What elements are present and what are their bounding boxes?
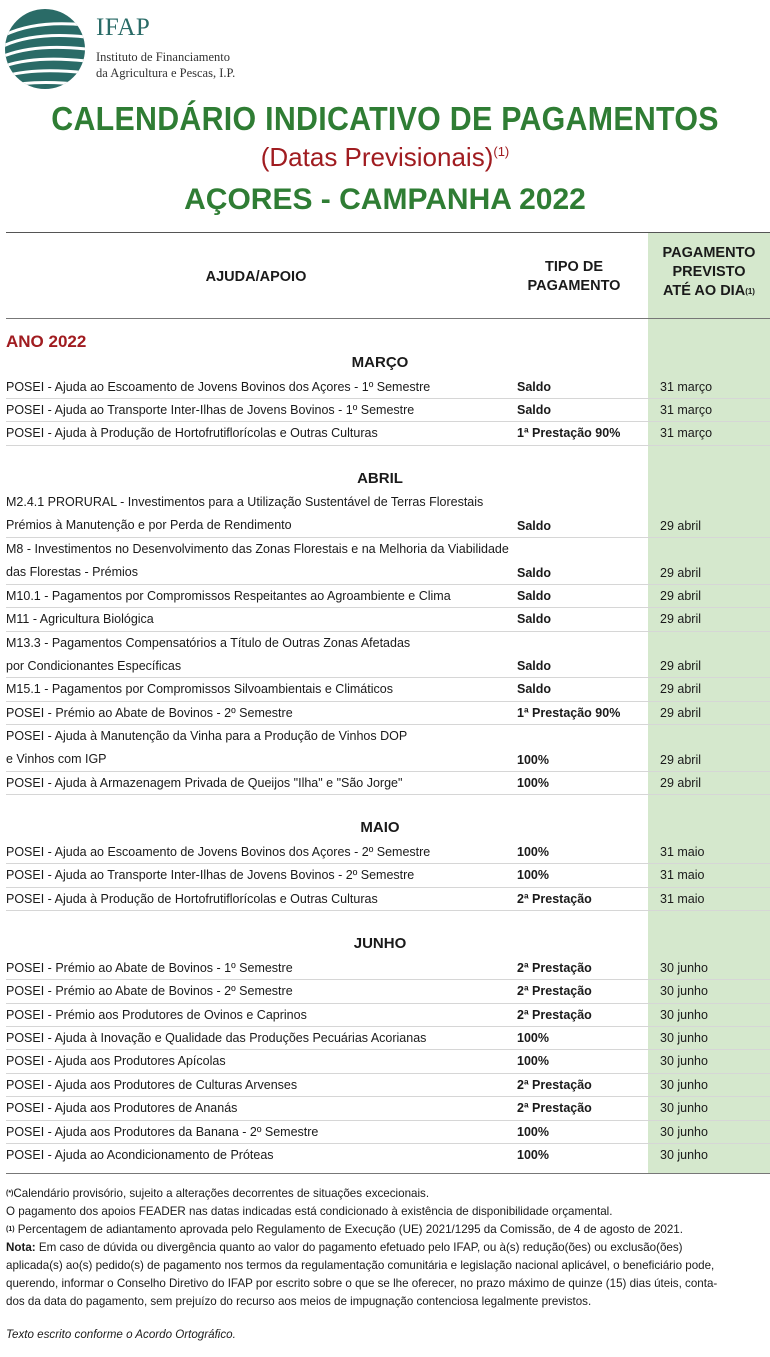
table-row xyxy=(6,1074,770,1097)
page-title: CALENDÁRIO INDICATIVO DE PAGAMENTOS xyxy=(51,100,719,137)
table-row xyxy=(6,1050,770,1074)
table-row xyxy=(6,678,770,702)
campaign-title: AÇORES - CAMPANHA 2022 xyxy=(184,183,586,216)
column-header-tipo xyxy=(512,258,636,296)
year-label: ANO 2022 xyxy=(6,332,87,351)
row-description-line2: Prémios à Manutenção e por Perda de Rendimento xyxy=(6,518,292,532)
footnotes xyxy=(6,1185,764,1311)
table-row xyxy=(6,375,770,399)
table-row xyxy=(6,632,770,678)
row-payment-date: 31 março xyxy=(660,380,713,394)
footnote-mark: (*) xyxy=(6,1190,14,1197)
footnote-mark: (1) xyxy=(6,1226,15,1233)
note-label: Nota: xyxy=(6,1241,36,1254)
row-payment-type: Saldo xyxy=(517,589,552,603)
row-description-line2: por Condicionantes Específicas xyxy=(6,659,182,673)
row-description: POSEI - Ajuda ao Escoamento de Jovens Bovinos dos Açores - 2º Semestre xyxy=(6,845,431,859)
row-payment-type: 2ª Prestação xyxy=(517,1101,592,1115)
org-short-name: IFAP xyxy=(96,14,151,41)
row-description: POSEI - Ajuda à Produção de Hortofrutiflorícolas e Outras Culturas xyxy=(6,892,378,906)
column-header-pag-line2: PREVISTO xyxy=(672,264,746,280)
footnote-provisional xyxy=(6,1185,764,1203)
row-payment-type: 100% xyxy=(517,1148,549,1162)
row-payment-type: Saldo xyxy=(517,659,552,673)
table-row xyxy=(6,399,770,422)
row-payment-date: 30 junho xyxy=(660,961,708,975)
table-row xyxy=(6,1144,770,1168)
row-payment-type: Saldo xyxy=(517,403,552,417)
table-row xyxy=(6,422,770,446)
row-payment-type: 1ª Prestação 90% xyxy=(517,706,621,720)
table-top-rule xyxy=(6,232,770,233)
month-heading-marco: MARÇO xyxy=(351,354,409,371)
row-payment-date: 30 junho xyxy=(660,1031,708,1045)
orthography-note: Texto escrito conforme o Acordo Ortográfico. xyxy=(6,1328,236,1341)
row-payment-date: 30 junho xyxy=(660,1148,708,1162)
row-payment-type: 100% xyxy=(517,1054,549,1068)
row-description-line1: M13.3 - Pagamentos Compensatórios a Título de Outras Zonas Afetadas xyxy=(6,636,411,650)
table-row xyxy=(6,980,770,1004)
table-row xyxy=(6,608,770,632)
table-row xyxy=(6,864,770,888)
row-payment-type: 2ª Prestação xyxy=(517,1008,592,1022)
org-name-line2: da Agricultura e Pescas, I.P. xyxy=(96,66,236,80)
row-description: POSEI - Ajuda aos Produtores Apícolas xyxy=(6,1054,226,1068)
row-description-line1: M2.4.1 PRORURAL - Investimentos para a Utilização Sustentável de Terras Florestais xyxy=(6,495,484,509)
row-payment-type: Saldo xyxy=(517,566,552,580)
row-payment-type: 100% xyxy=(517,776,549,790)
row-description: POSEI - Ajuda aos Produtores da Banana - 2º Semestre xyxy=(6,1125,319,1139)
row-payment-type: 100% xyxy=(517,845,549,859)
row-payment-date: 30 junho xyxy=(660,1125,708,1139)
row-payment-type: Saldo xyxy=(517,519,552,533)
header xyxy=(0,0,770,96)
row-description: POSEI - Ajuda à Armazenagem Privada de Queijos "Ilha" e "São Jorge" xyxy=(6,776,403,790)
row-payment-type: 2ª Prestação xyxy=(517,892,592,906)
row-payment-type: 100% xyxy=(517,753,549,767)
row-payment-date: 29 abril xyxy=(660,659,701,673)
row-payment-type: 100% xyxy=(517,1031,549,1045)
row-description: POSEI - Prémio aos Produtores de Ovinos e Caprinos xyxy=(6,1008,307,1022)
table-row xyxy=(6,1121,770,1144)
row-payment-date: 29 abril xyxy=(660,566,701,580)
row-description: POSEI - Prémio ao Abate de Bovinos - 2º Semestre xyxy=(6,706,293,720)
org-name-line1: Instituto de Financiamento xyxy=(96,50,231,64)
table-row xyxy=(6,772,770,795)
table-row xyxy=(6,1097,770,1121)
row-payment-type: 100% xyxy=(517,868,549,882)
row-payment-date: 30 junho xyxy=(660,1008,708,1022)
footnote-text: Calendário provisório, sujeito a alterações decorrentes de situações excecionais. xyxy=(13,1187,430,1200)
row-payment-date: 29 abril xyxy=(660,706,701,720)
note-line: Em caso de dúvida ou divergência quanto ao valor do pagamento efetuado pelo IFAP, ou à(s) redução(ões) ou exclusão(ões) xyxy=(38,1241,683,1254)
row-payment-date: 29 abril xyxy=(660,753,701,767)
table-header-rule xyxy=(6,318,770,319)
row-payment-date: 30 junho xyxy=(660,1101,708,1115)
note-paragraph xyxy=(6,1239,764,1257)
column-header-tipo-line1: TIPO DE xyxy=(544,259,603,275)
row-payment-date: 31 março xyxy=(660,426,713,440)
row-description: POSEI - Prémio ao Abate de Bovinos - 1º Semestre xyxy=(6,961,293,975)
column-header-ajuda: AJUDA/APOIO xyxy=(205,269,307,285)
row-payment-date: 29 abril xyxy=(660,776,701,790)
table-row xyxy=(6,1027,770,1050)
row-description: POSEI - Ajuda ao Acondicionamento de Próteas xyxy=(6,1148,274,1162)
row-payment-date: 30 junho xyxy=(660,1054,708,1068)
row-payment-date: 29 abril xyxy=(660,589,701,603)
row-payment-type: 2ª Prestação xyxy=(517,1078,592,1092)
row-description: POSEI - Ajuda à Produção de Hortofrutiflorícolas e Outras Culturas xyxy=(6,426,378,440)
table-row xyxy=(6,585,770,608)
table-row xyxy=(6,888,770,911)
footnote-feader: O pagamento dos apoios FEADER nas datas indicadas está condicionado à existência de disponibilidade orçamental. xyxy=(6,1205,613,1218)
row-payment-date: 30 junho xyxy=(660,1078,708,1092)
row-payment-date: 29 abril xyxy=(660,612,701,626)
row-payment-type: Saldo xyxy=(517,612,552,626)
month-heading-abril: ABRIL xyxy=(357,470,403,487)
column-header-pag-line1: PAGAMENTO xyxy=(662,245,756,261)
table-row xyxy=(6,491,770,538)
row-description: POSEI - Ajuda à Inovação e Qualidade das Produções Pecuárias Acorianas xyxy=(6,1031,427,1045)
row-payment-type: Saldo xyxy=(517,380,552,394)
note-line: querendo, informar o Conselho Diretivo do IFAP por escrito sobre o que se lhe oferecer, no prazo máximo de quinze (15) dias úteis, conta- xyxy=(6,1277,718,1290)
payment-calendar-table xyxy=(0,232,770,1174)
row-description: POSEI - Ajuda ao Escoamento de Jovens Bovinos dos Açores - 1º Semestre xyxy=(6,380,431,394)
row-payment-date: 29 abril xyxy=(660,519,701,533)
row-payment-date: 31 maio xyxy=(660,868,705,882)
row-description-line1: M8 - Investimentos no Desenvolvimento das Zonas Florestais e na Melhoria da Viabilidade xyxy=(6,542,509,556)
month-heading-junho: JUNHO xyxy=(353,935,407,952)
row-payment-date: 31 março xyxy=(660,403,713,417)
row-payment-date: 31 maio xyxy=(660,892,705,906)
table-row xyxy=(6,538,770,585)
table-row xyxy=(6,1004,770,1027)
note-line: aplicada(s) ao(s) pedido(s) de pagamento nos termos da regulamentação comunitária e legislação nacional aplicável, o beneficiário pode, xyxy=(6,1259,715,1272)
footnote-percentage xyxy=(6,1221,764,1239)
row-description-line2: e Vinhos com IGP xyxy=(6,752,107,766)
row-payment-date: 31 maio xyxy=(660,845,705,859)
row-payment-date: 29 abril xyxy=(660,682,701,696)
ifap-logo xyxy=(4,8,86,90)
row-description: M10.1 - Pagamentos por Compromissos Respeitantes ao Agroambiente e Clima xyxy=(6,589,451,603)
row-payment-type: Saldo xyxy=(517,682,552,696)
page-subtitle: (Datas Previsionais)$^{(1)}$ xyxy=(260,142,510,172)
table-row xyxy=(6,841,770,864)
row-description: POSEI - Ajuda aos Produtores de Ananás xyxy=(6,1101,238,1115)
row-description: POSEI - Ajuda aos Produtores de Culturas Arvenses xyxy=(6,1078,298,1092)
row-description: POSEI - Prémio ao Abate de Bovinos - 2º Semestre xyxy=(6,984,293,998)
table-row xyxy=(6,702,770,725)
row-description: POSEI - Ajuda ao Transporte Inter-Ilhas de Jovens Bovinos - 2º Semestre xyxy=(6,868,415,882)
table-bottom-rule xyxy=(6,1173,770,1174)
footnote-mark: (1) xyxy=(493,144,510,159)
footnote-mark: (1) xyxy=(745,287,755,296)
column-header-pag-line3: ATÉ AO DIA$^{(1)}$ xyxy=(663,283,755,299)
row-description-line1: POSEI - Ajuda à Manutenção da Vinha para a Produção de Vinhos DOP xyxy=(6,729,408,743)
row-payment-date: 30 junho xyxy=(660,984,708,998)
row-payment-type: 100% xyxy=(517,1125,549,1139)
column-header-pagamento xyxy=(648,244,770,301)
row-description-line2: das Florestas - Prémios xyxy=(6,565,138,579)
table-row xyxy=(6,725,770,772)
row-payment-type: 2ª Prestação xyxy=(517,984,592,998)
footnote-text: Percentagem de adiantamento aprovada pelo Regulamento de Execução (UE) 2021/1295 da Comissão, de 4 de agosto de 2021. xyxy=(17,1223,683,1236)
month-heading-maio: MAIO xyxy=(360,819,400,836)
row-description: POSEI - Ajuda ao Transporte Inter-Ilhas de Jovens Bovinos - 1º Semestre xyxy=(6,403,415,417)
row-payment-type: 2ª Prestação xyxy=(517,961,592,975)
note-line: dos da data do pagamento, sem prejuízo do recurso aos meios de impugnação contenciosa legalmente previstos. xyxy=(6,1295,592,1308)
row-description: M15.1 - Pagamentos por Compromissos Silvoambientais e Climáticos xyxy=(6,682,393,696)
table-row xyxy=(6,957,770,980)
row-payment-type: 1ª Prestação 90% xyxy=(517,426,621,440)
row-description: M11 - Agricultura Biológica xyxy=(6,612,154,626)
column-header-tipo-line2: PAGAMENTO xyxy=(527,278,621,294)
